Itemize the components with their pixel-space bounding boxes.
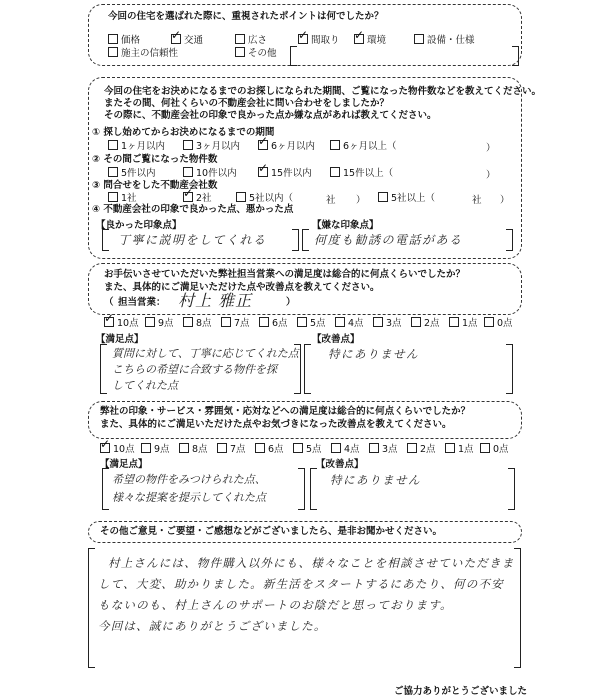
q2-sub3-opt2[interactable]: ✓ 2社: [183, 192, 212, 205]
q3-score-3[interactable]: 3点: [373, 317, 402, 330]
q4-score-3[interactable]: 3点: [369, 443, 398, 456]
q5-comment-line-3: もないのも、村上さんのサポートのお陰だと思っております。: [98, 598, 453, 612]
checkbox[interactable]: [445, 443, 455, 453]
checkbox[interactable]: [484, 317, 494, 327]
checkbox[interactable]: [330, 140, 340, 150]
q2-good-text: 丁寧に説明をしてくれる: [118, 233, 267, 247]
checkbox[interactable]: [141, 443, 151, 453]
q2-sub3-unit-2: 社: [472, 195, 482, 206]
q2-bad-label: 【嫌な印象点】: [312, 220, 379, 231]
checkbox[interactable]: [258, 167, 268, 177]
checkbox[interactable]: [171, 34, 181, 44]
q2-sub2-opt2[interactable]: 10件以内: [183, 167, 237, 180]
bracket-left: [102, 468, 109, 510]
q3-staff-name: 村上 雅正: [178, 291, 253, 310]
bracket-left: [310, 468, 317, 510]
q2-sub3-opt1[interactable]: 1社: [108, 192, 137, 205]
q4-score-10[interactable]: ✓10点: [100, 443, 135, 456]
checkbox[interactable]: [259, 317, 269, 327]
checkbox[interactable]: [297, 317, 307, 327]
q2-intro-3: その際に、不動産会社の印象で良かった点か嫌な点があれば教えてください。: [104, 110, 437, 121]
checkbox[interactable]: [414, 34, 424, 44]
bracket-right: [298, 468, 305, 510]
checkbox[interactable]: [183, 140, 193, 150]
bracket-left: [100, 344, 107, 394]
bracket-left: [302, 229, 309, 251]
q3-score-1[interactable]: 1点: [449, 317, 478, 330]
q4-score-9[interactable]: 9点: [141, 443, 170, 456]
checkbox[interactable]: [104, 317, 114, 327]
close-paren: ）: [500, 195, 510, 206]
bracket-left: [304, 344, 311, 394]
checkbox[interactable]: [331, 443, 341, 453]
checkbox[interactable]: [258, 140, 268, 150]
checkbox[interactable]: [354, 34, 364, 44]
q1-option-builder-trust[interactable]: 施主の信頼性: [108, 47, 178, 60]
q3-score-6[interactable]: 6点: [259, 317, 288, 330]
q2-sub1-opt4[interactable]: 6ヶ月以上（: [330, 140, 397, 153]
checkbox[interactable]: [480, 443, 490, 453]
q4-score-4[interactable]: 4点: [331, 443, 360, 456]
checkbox[interactable]: [369, 443, 379, 453]
q2-intro-2: またその間、何社くらいの不動産会社に問い合わせをしましたか？: [104, 98, 390, 109]
q4-satisfied-line-1: 希望の物件をみつけられた点、: [112, 473, 266, 486]
q4-score-1[interactable]: 1点: [445, 443, 474, 456]
checkbox[interactable]: [449, 317, 459, 327]
q2-sub4-title: ④ 不動産会社の印象で良かった点、悪かった点: [92, 204, 294, 215]
checkbox[interactable]: [217, 443, 227, 453]
q3-satisfied-label: 【満足点】: [96, 334, 144, 345]
checkbox[interactable]: [108, 47, 118, 57]
checkbox[interactable]: [108, 192, 118, 202]
q2-sub2-opt3[interactable]: ✓ 15件以内: [258, 167, 312, 180]
checkbox[interactable]: [108, 34, 118, 44]
q3-satisfied-line-1: 質問に対して、丁寧に応じてくれた点: [112, 347, 299, 360]
q1-question: 今回の住宅を選ばれた際に、重視されたポイントは何でしたか？: [108, 11, 384, 22]
q2-sub1-opt3[interactable]: ✓ 6ヶ月以内: [258, 140, 315, 153]
q3-intro-2: また、具体的にご満足いただけた点や改善点を教えてください。: [104, 282, 380, 293]
q2-sub1-opt2[interactable]: 3ヶ月以内: [183, 140, 240, 153]
q2-intro-1: 今回の住宅をお決めになるまでのお探しになられた期間、ご覧になった物件数などを教えてください。: [104, 86, 542, 97]
checkbox[interactable]: [373, 317, 383, 327]
checkbox[interactable]: [235, 47, 245, 57]
checkbox[interactable]: [411, 317, 421, 327]
q4-score-8[interactable]: 8点: [179, 443, 208, 456]
checkbox[interactable]: [179, 443, 189, 453]
close-paren: ）: [486, 143, 496, 154]
q2-sub3-opt3[interactable]: 5社以内（: [236, 192, 293, 205]
checkbox[interactable]: [235, 34, 245, 44]
bracket-left: [88, 548, 95, 668]
checkbox[interactable]: [100, 443, 110, 453]
q4-satisfied-label: 【満足点】: [100, 459, 148, 470]
checkbox[interactable]: [293, 443, 303, 453]
q4-intro-2: また、具体的にご満足いただけた点やお気づきになった改善点を教えてください。: [100, 419, 452, 430]
q4-score-0[interactable]: 0点: [480, 443, 509, 456]
q4-score-7[interactable]: 7点: [217, 443, 246, 456]
bracket-right: [506, 344, 513, 394]
q3-staff-label: 担当営業：: [118, 297, 166, 308]
q2-good-label: 【良かった印象点】: [96, 220, 182, 231]
open-paren: （: [104, 297, 114, 308]
close-paren: ）: [356, 195, 366, 206]
q2-bad-text: 何度も勧誘の電話がある: [314, 233, 463, 247]
checkbox[interactable]: [335, 317, 345, 327]
q1-option-transport[interactable]: ✓ 交通: [171, 34, 203, 47]
q4-score-2[interactable]: 2点: [407, 443, 436, 456]
bracket-right: [292, 229, 299, 251]
q4-score-5[interactable]: 5点: [293, 443, 322, 456]
q5-comment-line-4: 今回は、誠にありがとうございました。: [98, 619, 327, 633]
q5-comment-line-2: して、大変、助かりました。新生活をスタートするにあたり、何の不安: [98, 577, 504, 591]
q2-sub3-title: ③ 問合せをした不動産会社数: [92, 180, 218, 191]
q1-option-other[interactable]: その他: [235, 47, 277, 60]
q2-sub2-title: ② その間ご覧になった物件数: [92, 154, 218, 165]
close-paren: ）: [286, 297, 296, 308]
q3-satisfied-line-2: こちらの希望に合致する物件を探: [112, 363, 277, 376]
q4-intro-1: 弊社の印象・サービス・雰囲気・応対などへの満足度は総合的に何点くらいでしたか？: [100, 406, 471, 417]
q3-score-7[interactable]: 7点: [221, 317, 250, 330]
q1-option-size[interactable]: 広さ: [235, 34, 267, 47]
q4-improve-text: 特にありません: [330, 473, 421, 487]
q1-option-price[interactable]: 価格: [108, 34, 140, 47]
checkbox[interactable]: [255, 443, 265, 453]
bracket-right: [506, 229, 513, 251]
q3-score-4[interactable]: 4点: [335, 317, 364, 330]
checkbox[interactable]: [183, 317, 193, 327]
q5-comment-line-1: 村上さんには、物件購入以外にも、様々なことを相談させていただきま: [108, 556, 515, 570]
bracket-left: [102, 229, 109, 251]
checkbox[interactable]: [298, 34, 308, 44]
q2-sub3-opt4[interactable]: 5社以上（: [378, 192, 435, 205]
q1-other-bracket-right: [512, 46, 519, 66]
q5-question: その他ご意見・ご要望・ご感想などがございましたら、是非お聞かせください。: [100, 526, 443, 537]
close-paren: ）: [486, 170, 496, 181]
q3-score-0[interactable]: 0点: [484, 317, 513, 330]
q3-score-9[interactable]: 9点: [145, 317, 174, 330]
footer-thanks: ご協力ありがとうございました: [394, 686, 528, 697]
checkbox[interactable]: [183, 192, 193, 202]
checkbox[interactable]: [108, 140, 118, 150]
q1-other-bracket-left: [290, 46, 297, 66]
q3-intro-1: お手伝いさせていただいた弊社担当営業への満足度は総合的に何点くらいでしたか？: [104, 269, 466, 280]
q3-satisfied-line-3: してくれた点: [112, 379, 178, 392]
checkbox[interactable]: [378, 192, 388, 202]
q3-improve-text: 特にありません: [328, 347, 419, 361]
q4-satisfied-line-2: 様々な提案を提示してくれた点: [112, 491, 266, 504]
q1-option-equipment[interactable]: 設備・仕様: [414, 34, 475, 47]
q3-score-10[interactable]: ✓10点: [104, 317, 139, 330]
checkbox[interactable]: [221, 317, 231, 327]
checkbox[interactable]: [330, 167, 340, 177]
q2-sub2-opt1[interactable]: 5件以内: [108, 167, 156, 180]
checkbox[interactable]: [183, 167, 193, 177]
q3-score-5[interactable]: 5点: [297, 317, 326, 330]
q4-improve-label: 【改善点】: [316, 459, 364, 470]
q2-sub3-unit-1: 社: [326, 195, 336, 206]
q1-option-layout[interactable]: ✓ 間取り: [298, 34, 340, 47]
bracket-right: [508, 468, 515, 510]
q3-score-2[interactable]: 2点: [411, 317, 440, 330]
q2-sub1-opt1[interactable]: 1ヶ月以内: [108, 140, 165, 153]
q3-score-8[interactable]: 8点: [183, 317, 212, 330]
q2-sub2-opt4[interactable]: 15件以上（: [330, 167, 393, 180]
checkbox[interactable]: [236, 192, 246, 202]
checkbox[interactable]: [145, 317, 155, 327]
q1-option-environment[interactable]: ✓ 環境: [354, 34, 386, 47]
bracket-right: [514, 548, 521, 668]
checkbox[interactable]: [108, 167, 118, 177]
q4-score-6[interactable]: 6点: [255, 443, 284, 456]
checkbox[interactable]: [407, 443, 417, 453]
q3-improve-label: 【改善点】: [312, 334, 360, 345]
q2-sub1-title: ① 探し始めてからお決めになるまでの期間: [92, 127, 275, 138]
